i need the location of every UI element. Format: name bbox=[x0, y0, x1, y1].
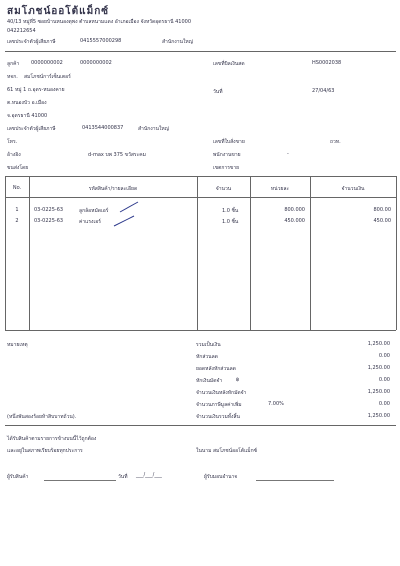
footer-in-name-of: ในนาม สมโภชน์ออโต้แม็กซ์ bbox=[196, 448, 257, 454]
customer-address-3: จ.อุดรธานี 41000 bbox=[7, 113, 48, 119]
table-row-description: ลูกล้อหมัดเอร์ bbox=[79, 208, 109, 214]
info-box-top bbox=[5, 51, 396, 52]
summary-label-after-deposit: จำนวนเงินหลังหักมัดจำ bbox=[196, 390, 247, 396]
table-border-left bbox=[5, 176, 6, 330]
table-row-no: 1 bbox=[15, 207, 19, 213]
summary-value-discount: 0.00 bbox=[378, 353, 390, 359]
summary-bottom-line bbox=[5, 425, 396, 426]
summary-label-discount: หักส่วนลด bbox=[196, 354, 218, 360]
company-branch: สำนักงานใหญ่ bbox=[162, 39, 193, 45]
table-col-divider bbox=[29, 176, 30, 330]
summary-value-grand-total: 1,250.00 bbox=[367, 413, 390, 419]
doc-no-label: เลขที่บิลเงินสด bbox=[213, 61, 245, 67]
doc-sales-value: - bbox=[287, 151, 289, 157]
note-label: หมายเหตุ bbox=[7, 342, 28, 348]
customer-code: 0000000002 bbox=[31, 60, 63, 66]
doc-terms-label: เขตการขาย bbox=[213, 165, 240, 171]
table-row-qty: 1.0 ชิ้น bbox=[222, 219, 239, 225]
table-row-description: ค่าแรงเอร์ bbox=[79, 219, 101, 225]
table-bottom-line bbox=[5, 330, 396, 331]
table-col-divider bbox=[197, 176, 198, 330]
summary-value-after-discount: 1,250.00 bbox=[367, 365, 390, 371]
summary-value-after-deposit: 1,250.00 bbox=[367, 389, 390, 395]
company-tax-id: 0415557000298 bbox=[80, 38, 122, 44]
summary-label-after-discount: ยอดหลังหักส่วนลด bbox=[196, 366, 236, 372]
table-top-line bbox=[5, 176, 396, 177]
table-header-no: No. bbox=[12, 185, 22, 191]
customer-tel-label: โทร. bbox=[7, 139, 18, 145]
table-row-amount: 450.00 bbox=[373, 218, 391, 224]
footer-received-line-2: และอยู่ในสภาพเรียบร้อยทุกประการ bbox=[7, 448, 83, 454]
customer-tax-id: 0413544000837 bbox=[82, 125, 124, 131]
summary-label-vat: จำนวนภาษีมูลค่าเพิ่ม bbox=[196, 402, 242, 408]
company-name: สมโภชน์ออโต้แม็กซ์ bbox=[7, 6, 110, 17]
table-row-code: 03-0225-63 bbox=[34, 218, 64, 224]
doc-date: 27/04/63 bbox=[312, 88, 335, 94]
footer-received-line-1: ได้รับสินค้าตามรายการข้างบนนี้ไว้ถูกต้อง bbox=[7, 436, 97, 442]
authorized-signature-line bbox=[256, 480, 334, 481]
doc-sales-label: พนักงานขาย bbox=[213, 152, 241, 158]
table-header-unit-price: หน่วยละ bbox=[270, 186, 290, 192]
doc-credit-label: ถวท. bbox=[330, 139, 341, 145]
handwritten-check-mark bbox=[112, 214, 136, 228]
table-row-code: 03-0225-63 bbox=[34, 207, 64, 213]
customer-code-2: 0000000002 bbox=[80, 60, 112, 66]
doc-date-label: วันที่ bbox=[213, 89, 223, 95]
footer-date-blank: ___/___/___ bbox=[136, 472, 162, 478]
footer-receiver-label: ผู้รับสินค้า bbox=[7, 474, 29, 480]
table-header-line bbox=[5, 197, 396, 198]
summary-label-subtotal: รวมเป็นเงิน bbox=[196, 342, 221, 348]
company-tax-label: เลขประจำตัวผู้เสียภาษี bbox=[7, 39, 56, 45]
table-row-amount: 800.00 bbox=[373, 207, 391, 213]
table-header-description: รหัสสินค้า/รายละเอียด bbox=[88, 186, 138, 192]
customer-prefix: หจก. bbox=[7, 74, 18, 80]
summary-value-subtotal: 1,250.00 bbox=[367, 341, 390, 347]
table-row-unit-price: 450.000 bbox=[284, 218, 305, 224]
table-col-divider bbox=[250, 176, 251, 330]
table-border-right bbox=[396, 176, 397, 330]
receiver-signature-line bbox=[44, 480, 116, 481]
summary-value-vat: 0.00 bbox=[378, 401, 390, 407]
doc-no: HS0002038 bbox=[312, 60, 342, 66]
summary-vat-rate: 7.00% bbox=[268, 401, 284, 407]
customer-code-label: ลูกค้า bbox=[7, 61, 20, 67]
customer-branch: สำนักงานใหญ่ bbox=[138, 126, 169, 132]
customer-name: สมโภชน์การ์เซ็นเตอร์ bbox=[24, 74, 71, 80]
summary-deposit-mark: ฿ bbox=[236, 377, 240, 383]
company-address: 40/13 หมู่ที่5 ซอยบ้านหนองดุพง ตำบลหนามแดง อำเภอเมือง จังหวัดอุดรธานี 41000 bbox=[7, 19, 192, 25]
handwritten-check-mark bbox=[118, 200, 140, 214]
table-col-divider bbox=[310, 176, 311, 330]
customer-address-2: ต.หนองบัว อ.เมือง bbox=[7, 100, 47, 106]
table-row-no: 2 bbox=[15, 218, 19, 224]
footer-date-label: วันที่ bbox=[118, 474, 128, 480]
table-header-amount: จำนวนเงิน bbox=[341, 186, 365, 192]
customer-address-1: 61 หมู่ 1 ถ.อุดร-หนองคาย bbox=[7, 87, 65, 93]
customer-tax-label: เลขประจำตัวผู้เสียภาษี bbox=[7, 126, 56, 132]
table-header-qty: จำนวน bbox=[215, 186, 232, 192]
customer-ship-label: ขนส่งโดย bbox=[7, 165, 29, 171]
summary-value-deposit: 0.00 bbox=[378, 377, 390, 383]
customer-ref-value: d-max บพ 375 ขวัสระคม bbox=[88, 152, 146, 158]
table-row-unit-price: 800.000 bbox=[284, 207, 305, 213]
company-phone: 042212654 bbox=[7, 28, 36, 34]
doc-po-label: เลขที่ใบสั่งขาย bbox=[213, 139, 245, 145]
summary-label-grand-total: จำนวนเงินรวมทั้งสิ้น bbox=[196, 414, 240, 420]
table-row-qty: 1.0 ชิ้น bbox=[222, 208, 239, 214]
customer-ref-label: อ้างอิง bbox=[7, 152, 21, 158]
amount-in-words: (หนึ่งพันสองร้อยห้าสิบบาทถ้วน). bbox=[7, 414, 77, 420]
footer-authorized-label: ผู้รับมอบอำนาจ bbox=[204, 474, 238, 480]
summary-label-deposit: หักเงินมัดจำ bbox=[196, 378, 223, 384]
